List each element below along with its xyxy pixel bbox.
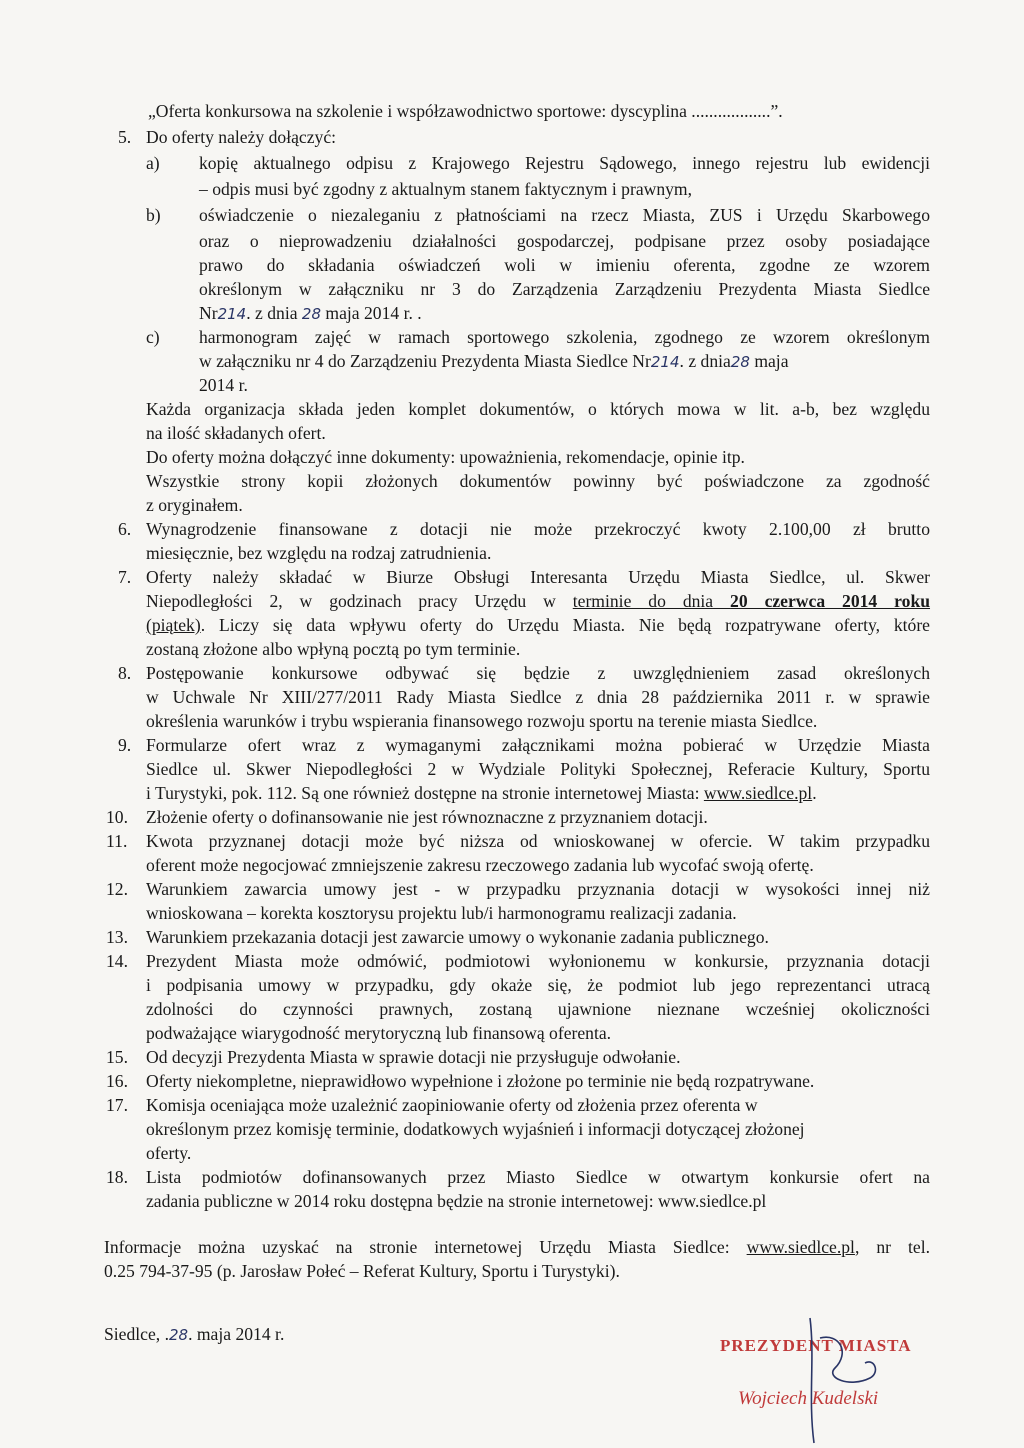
header-line: „Oferta konkursowa na szkolenie i współzawodnictwo sportowe: dyscyplina ..................”. [148, 101, 783, 121]
item-7-line-2 [146, 589, 930, 613]
date-prefix: . z dnia [679, 351, 731, 371]
item-8-line-3: określenia warunków i trybu wspierania finansowego rozwoju sportu na terenie miasta Siedlce. [146, 711, 818, 731]
deadline-date-bold: 20 czerwca 2014 roku [730, 591, 931, 611]
item-5a-line-2: – odpis musi być zgodny z aktualnym stanem faktycznym i prawnym, [199, 179, 693, 199]
date-text: . maja 2014 r. [188, 1324, 285, 1344]
handwritten-day: 28 [730, 353, 750, 371]
number-prefix: Nr [199, 303, 218, 323]
item-16-number: 16. [106, 1071, 128, 1091]
info-line-1 [104, 1235, 930, 1259]
item-8-number: 8. [118, 663, 132, 683]
handwritten-number: 214 [650, 353, 680, 371]
item-5b-label: b) [146, 205, 161, 225]
deadline-text: terminie do dnia [572, 591, 731, 611]
item-5b-line-2: oraz o nieprowadzeniu działalności gospodarczej, podpisane przez osoby posiadające [199, 231, 930, 251]
item-5b-line-3: prawo do składania oświadczeń woli w imieniu oferenta, zgodne ze wzorem [199, 255, 930, 275]
info-text: Informacje można uzyskać na stronie internetowej Urzędu Miasta Siedlce: [104, 1237, 747, 1257]
item-7-line-1: Oferty należy składać w Biurze Obsługi Interesanta Urzędu Miasta Siedlce, ul. Skwer [146, 567, 930, 587]
item-11-line-1: Kwota przyznanej dotacji może być niższa od wnioskowanej w ofercie. W takim przypadku [146, 831, 930, 851]
item-17-line-3: oferty. [146, 1143, 192, 1163]
item-18-number: 18. [106, 1167, 128, 1187]
item-13-number: 13. [106, 927, 128, 947]
item-9-line-2: Siedlce ul. Skwer Niepodległości 2 w Wydziale Polityki Społecznej, Referacie Kultury, Sportu [146, 759, 930, 779]
handwritten-day: 28 [301, 305, 322, 323]
info-phone-label: , nr tel. [854, 1237, 931, 1257]
item-5-note-3-line-1: Wszystkie strony kopii złożonych dokumentów powinny być poświadczone za zgodność [146, 471, 930, 491]
handwritten-number: 214 [217, 305, 247, 323]
item-5-note-3-line-2: z oryginałem. [146, 495, 243, 515]
item-14-line-2: i podpisania umowy w przypadku, gdy okaże się, że podmiot lub jego reprezentanci utracą [146, 975, 930, 995]
item-14-line-1: Prezydent Miasta może odmówić, podmiotowi wyłonionemu w konkursie, przyznania dotacji [146, 951, 930, 971]
signature-icon [780, 1298, 900, 1448]
item-9-line-1: Formularze ofert wraz z wymaganymi załącznikami można pobierać w Urzędzie Miasta [146, 735, 930, 755]
item-5-note-1-line-2: na ilość składanych ofert. [146, 423, 326, 443]
annex-text: w załączniku nr 4 do Zarządzeniu Prezydenta Miasta Siedlce Nr [199, 351, 651, 371]
item-5-number: 5. [118, 127, 132, 147]
item-5b-line-5 [199, 301, 422, 326]
item-8-line-2: w Uchwale Nr XIII/277/2011 Rady Miasta Siedlce z dnia 28 października 2011 r. w sprawie [146, 687, 930, 707]
date-prefix: . z dnia [246, 303, 298, 323]
item-5-intro: Do oferty należy dołączyć: [146, 127, 337, 147]
item-5-note-2: Do oferty można dołączyć inne dokumenty: upoważnienia, rekomendacje, opinie itp. [146, 447, 745, 467]
item-6-line-1: Wynagrodzenie finansowane z dotacji nie może przekroczyć kwoty 2.100,00 zł brutto [146, 519, 930, 539]
item-18-line-2: zadania publiczne w 2014 roku dostępna będzie na stronie internetowej: www.siedlce.pl [146, 1191, 767, 1211]
item-6-line-2: miesięcznie, bez względu na rodzaj zatrudnienia. [146, 543, 492, 563]
deadline-weekday: (piątek) [146, 615, 201, 635]
item-7-line-3 [146, 613, 930, 637]
item-9-text: i Turystyki, pok. 112. Są one również dostępne na stronie internetowej Miasta: [146, 783, 704, 803]
item-6-number: 6. [118, 519, 132, 539]
item-15-line-1: Od decyzji Prezydenta Miasta w sprawie dotacji nie przysługuje odwołanie. [146, 1047, 681, 1067]
stamp-title: PREZYDENT MIASTA [720, 1336, 912, 1355]
item-10-number: 10. [106, 807, 128, 827]
item-5c-line-3: 2014 r. [199, 375, 248, 395]
place-text: Siedlce, . [104, 1324, 169, 1344]
deadline-date [730, 591, 930, 611]
item-5c-line-2 [199, 349, 789, 374]
item-7-line-4: zostaną złożone albo wpłyną pocztą po tym terminie. [146, 639, 521, 659]
item-5a-line-1: kopię aktualnego odpisu z Krajowego Rejestru Sądowego, innego rejestru lub ewidencji [199, 153, 930, 173]
website-link[interactable]: www.siedlce.pl [703, 783, 813, 803]
item-15-number: 15. [106, 1047, 128, 1067]
item-10-line-1: Złożenie oferty o dofinansowanie nie jest równoznaczne z przyznaniem dotacji. [146, 807, 708, 827]
item-9-number: 9. [118, 735, 132, 755]
item-5b-line-4: określonym w załączniku nr 3 do Zarządzenia Zarządzeniu Prezydenta Miasta Siedlce [199, 279, 930, 299]
item-14-line-4: podważające wiarygodność merytoryczną lub finansową oferenta. [146, 1023, 612, 1043]
period: . [812, 783, 817, 803]
info-line-2: 0.25 794-37-95 (p. Jarosław Połeć – Referat Kultury, Sportu i Turystyki). [104, 1261, 620, 1281]
info-website-link[interactable]: www.siedlce.pl [746, 1237, 855, 1257]
item-14-line-3: zdolności do czynności prawnych, zostaną ujawnione nieznane wcześniej okoliczności [146, 999, 930, 1019]
item-7-text-cont: . Liczy się data wpływu oferty do Urzędu Miasta. Nie będą rozpatrywane oferty, które [200, 615, 930, 635]
date-suffix: maja 2014 r. . [325, 303, 422, 323]
item-5-note-1-line-1: Każda organizacja składa jeden komplet dokumentów, o których mowa w lit. a-b, bez względu [146, 399, 930, 419]
item-11-line-2: oferent może negocjować zmniejszenie zakresu rzeczowego zadania lub wycofać swoją ofertę. [146, 855, 814, 875]
item-9-line-3 [146, 781, 817, 805]
item-7-number: 7. [118, 567, 132, 587]
item-17-line-1: Komisja oceniająca może uzależnić zaopiniowanie oferty od złożenia przez oferenta w [146, 1095, 758, 1115]
item-12-number: 12. [106, 879, 128, 899]
item-17-number: 17. [106, 1095, 128, 1115]
stamp-name: Wojciech Kudelski [738, 1388, 879, 1409]
item-13-line-1: Warunkiem przekazania dotacji jest zawarcie umowy o wykonanie zadania publicznego. [146, 927, 769, 947]
month-text: maja [754, 351, 789, 371]
item-18-line-1: Lista podmiotów dofinansowanych przez Miasto Siedlce w otwartym konkursie ofert na [146, 1167, 930, 1187]
item-5b-line-1: oświadczenie o niezaleganiu z płatnościami na rzecz Miasta, ZUS i Urzędu Skarbowego [199, 205, 930, 225]
item-5c-label: c) [146, 327, 160, 347]
item-17-line-2: określonym przez komisję terminie, dodatkowych wyjaśnień i informacji dotyczącej złożonej [146, 1119, 805, 1139]
item-16-line-1: Oferty niekompletne, nieprawidłowo wypełnione i złożone po terminie nie będą rozpatrywane. [146, 1071, 815, 1091]
item-8-line-1: Postępowanie konkursowe odbywać się będzie z uwzględnieniem zasad określonych [146, 663, 930, 683]
item-5a-label: a) [146, 153, 160, 173]
item-14-number: 14. [106, 951, 128, 971]
item-5c-line-1: harmonogram zajęć w ramach sportowego szkolenia, zgodnego ze wzorem określonym [199, 327, 930, 347]
item-7-text: Niepodległości 2, w godzinach pracy Urzędu w [146, 591, 573, 611]
place-date [104, 1322, 284, 1347]
item-12-line-2: wnioskowana – korekta kosztorysu projektu lub/i harmonogramu realizacji zadania. [146, 903, 737, 923]
handwritten-day: 28 [168, 1326, 189, 1344]
item-11-number: 11. [106, 831, 128, 851]
item-12-line-1: Warunkiem zawarcia umowy jest - w przypadku przyznania dotacji w wysokości innej niż [146, 879, 930, 899]
